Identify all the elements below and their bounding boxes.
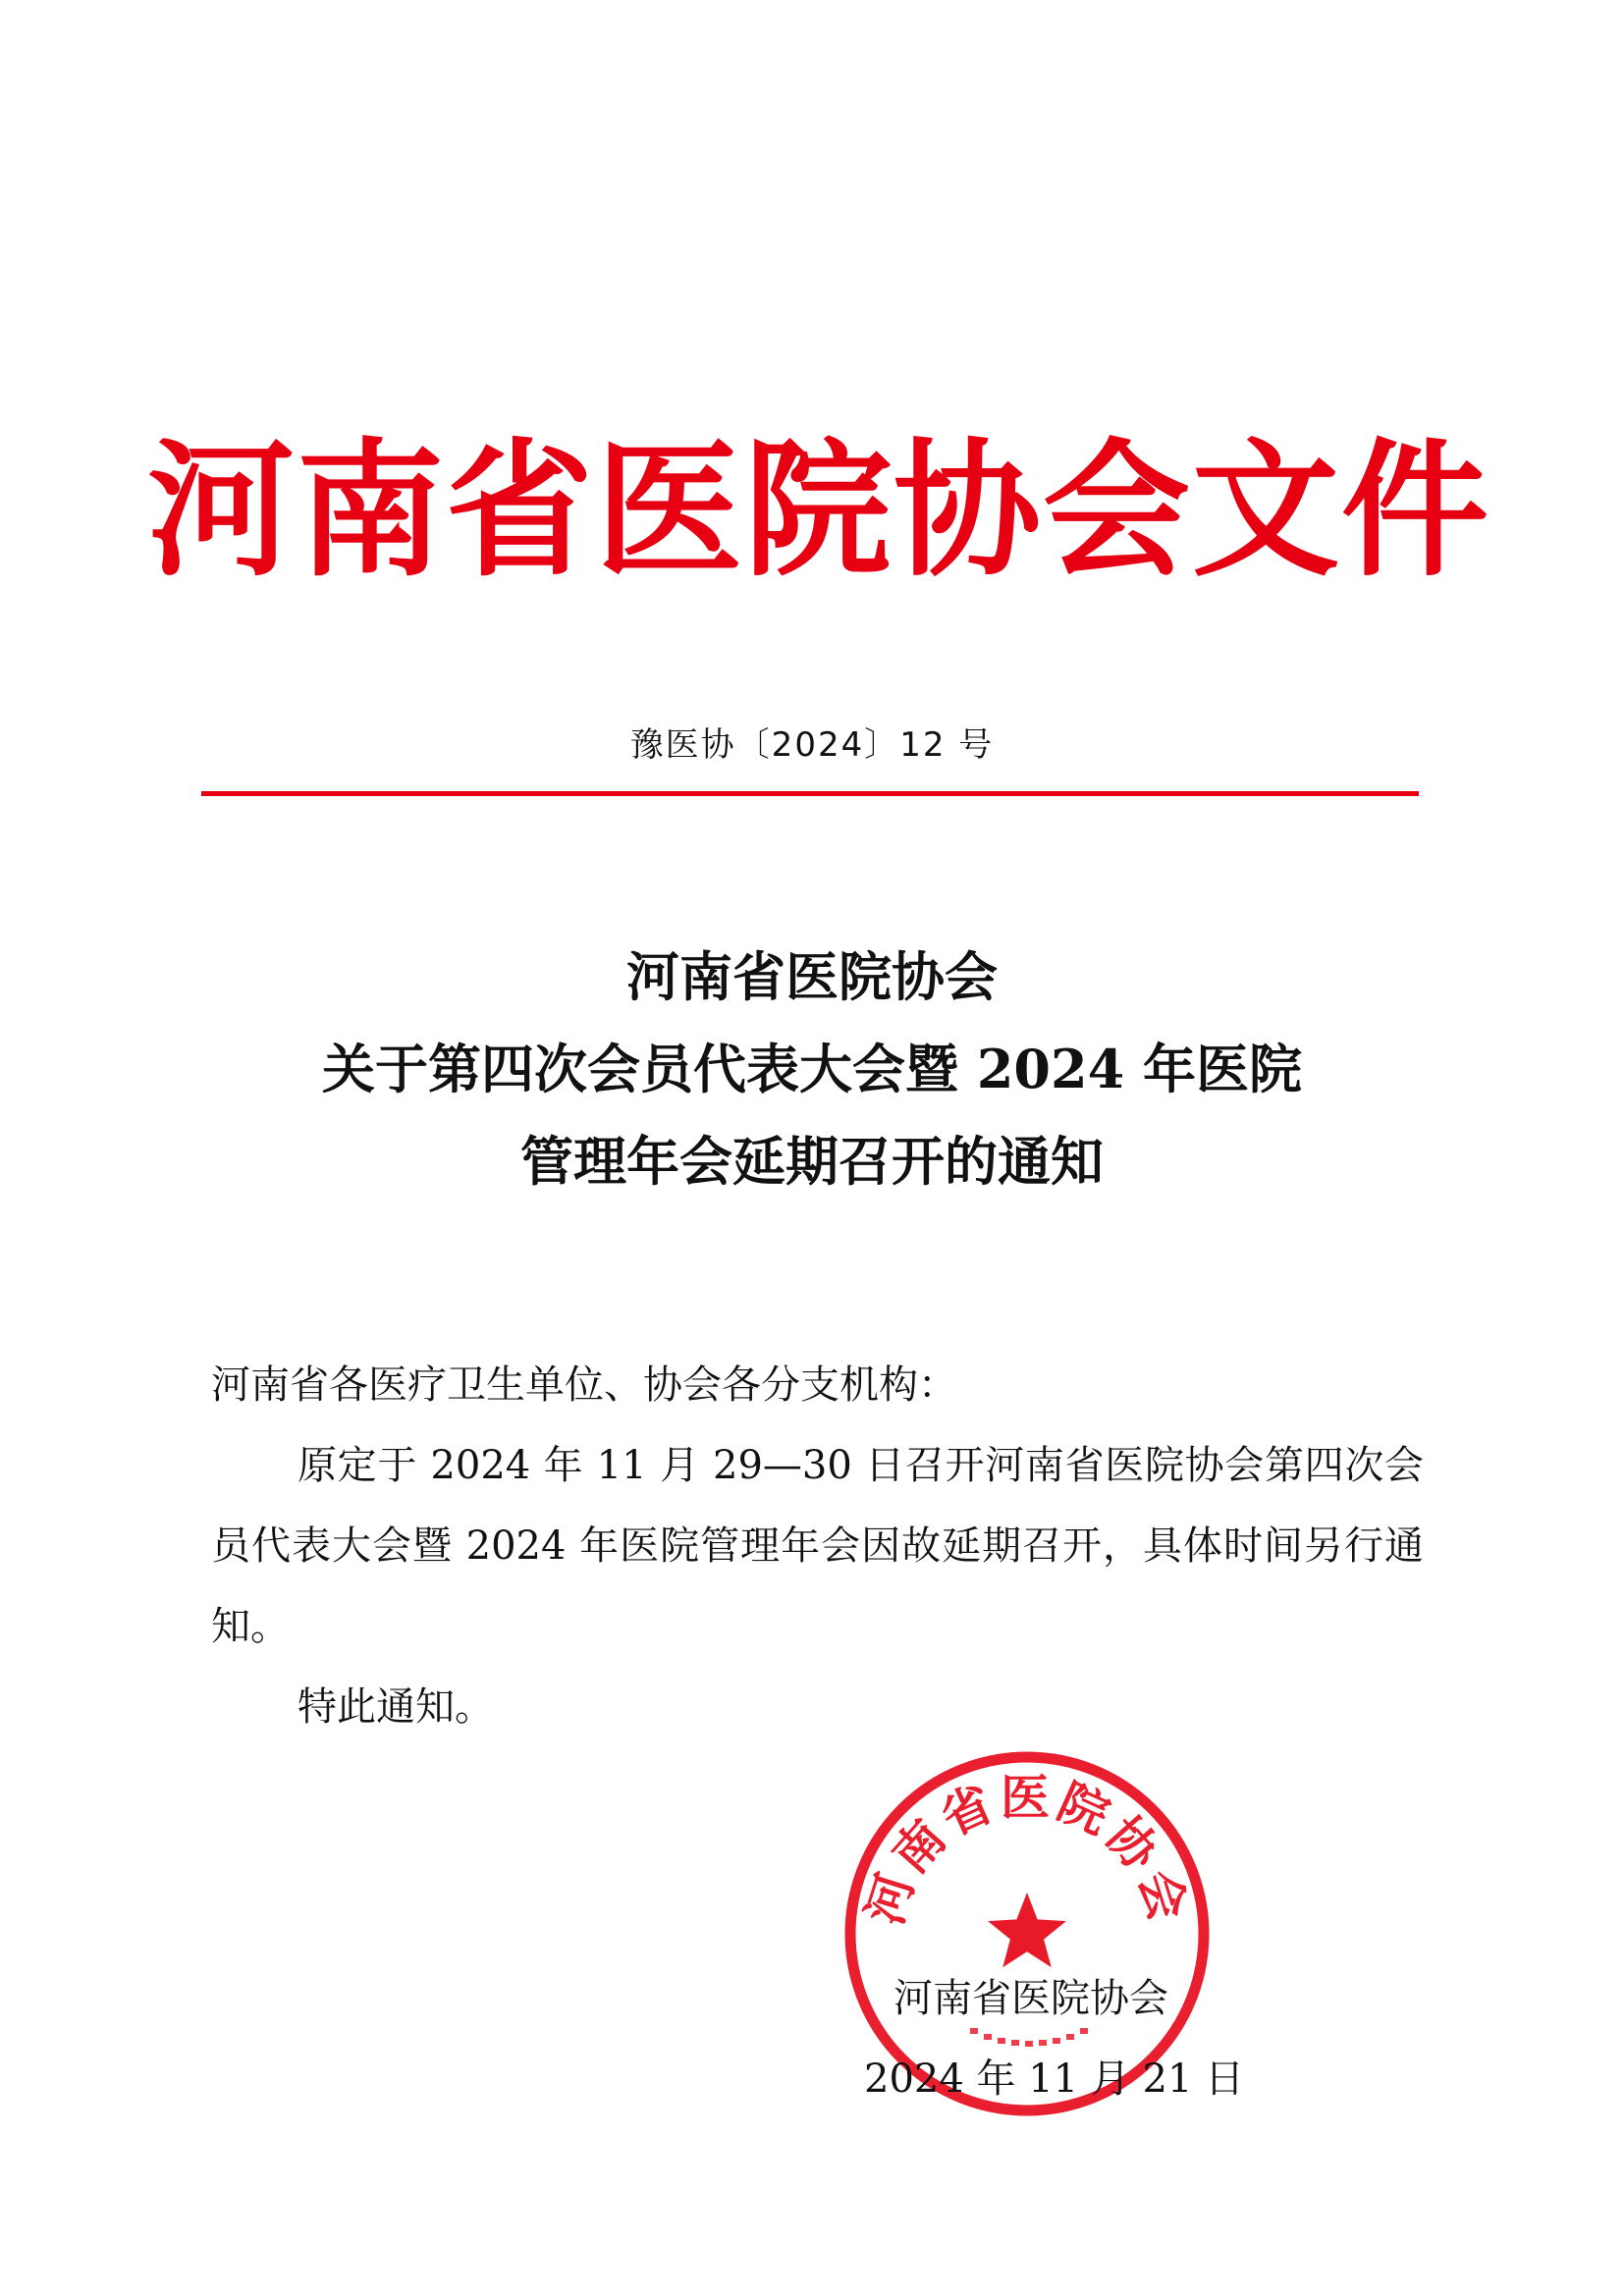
seal-text: 河南省医院协会: [854, 1768, 1200, 1932]
signature-block: [864, 1958, 1257, 2119]
notice-title: [147, 931, 1477, 1207]
closing-line: 特此通知。: [298, 1684, 494, 1730]
red-divider: [201, 791, 1419, 796]
title-line-1: 河南省医院协会: [626, 945, 998, 1008]
body-paragraph: 原定于 2024 年 11 月 29—30 日召开河南省医院协会第四次会员代表大会暨 2024 年医院管理年会因故延期召开，具体时间另行通知。: [211, 1443, 1424, 1649]
seal-star-icon: [988, 1893, 1066, 1967]
notice-body: [211, 1345, 1424, 1747]
title-line-2: 关于第四次会员代表大会暨 2024 年医院: [322, 1038, 1302, 1100]
signature-date: 2024 年 11 月 21 日: [864, 2056, 1245, 2102]
title-line-3: 管理年会延期召开的通知: [520, 1130, 1104, 1193]
salutation: 河南省各医疗卫生单位、协会各分支机构：: [211, 1362, 957, 1408]
signature-organization: 河南省医院协会: [893, 1976, 1168, 2021]
masthead-title: 河南省医院协会文件: [147, 424, 1491, 597]
document-number: 豫医协〔2024〕12 号: [629, 725, 995, 765]
